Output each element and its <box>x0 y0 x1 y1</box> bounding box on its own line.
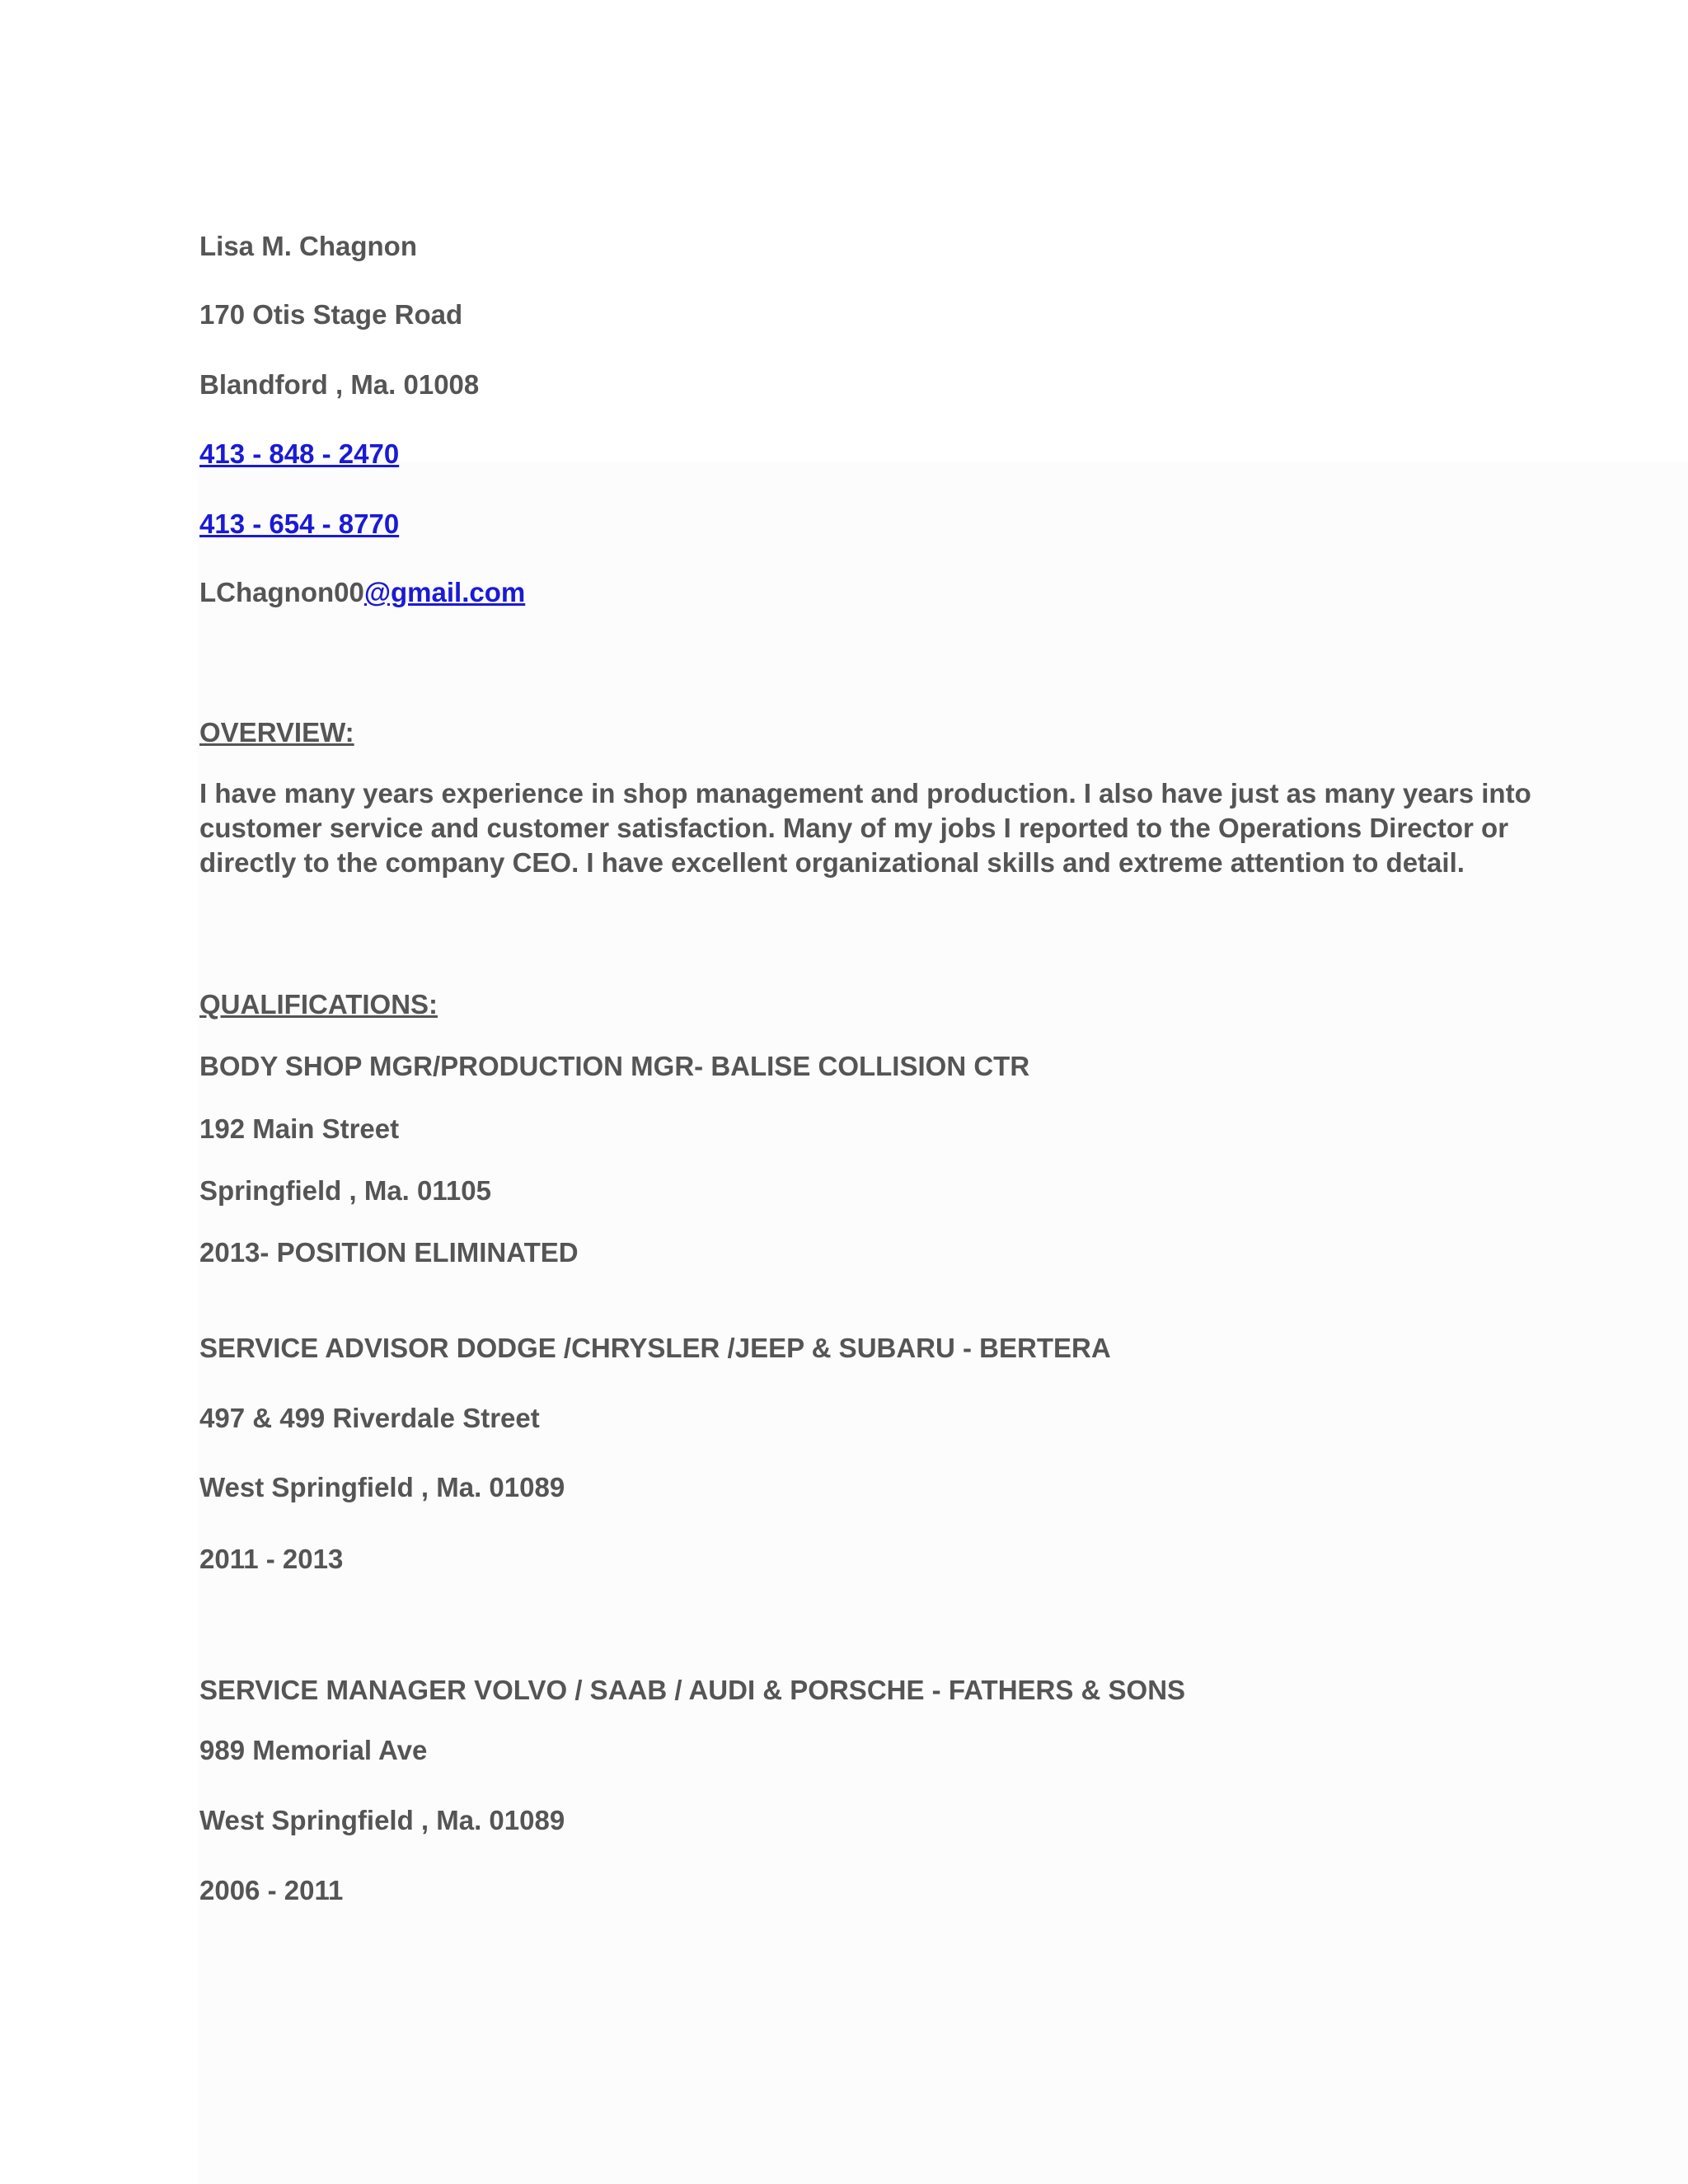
qualifications-heading: QUALIFICATIONS: <box>199 989 438 1019</box>
job-3-city: West Springfield , Ma. 01089 <box>199 1805 565 1835</box>
contact-address-line2: Blandford , Ma. 01008 <box>199 369 480 400</box>
overview-text: I have many years experience in shop management and production. I also have just as many years into customer service and customer satisfaction. Many of my jobs I reported to the Operations Director or directly to the company CEO. I have excellent organizational skills and extreme attention to detail. <box>199 778 1531 878</box>
email-link[interactable]: @gmail.com <box>363 577 526 607</box>
contact-name: Lisa M. Chagnon <box>199 231 417 261</box>
overview-heading: OVERVIEW: <box>199 717 354 748</box>
job-1-title: BODY SHOP MGR/PRODUCTION MGR- BALISE COLLISION CTR <box>199 1051 1030 1081</box>
job-1-city: Springfield , Ma. 01105 <box>199 1175 491 1206</box>
job-1-street: 192 Main Street <box>199 1113 400 1144</box>
job-2-title: SERVICE ADVISOR DODGE /CHRYSLER /JEEP & SUBARU - BERTERA <box>199 1333 1111 1363</box>
phone-link-1[interactable]: 413 - 848 - 2470 <box>199 438 400 469</box>
contact-address-line1: 170 Otis Stage Road <box>199 299 463 330</box>
job-1-dates: 2013- POSITION ELIMINATED <box>199 1237 579 1268</box>
contact-email <box>199 576 525 609</box>
job-3-street: 989 Memorial Ave <box>199 1735 428 1765</box>
email-user: LChagnon00 <box>199 577 364 607</box>
job-3-title: SERVICE MANAGER VOLVO / SAAB / AUDI & PORSCHE - FATHERS & SONS <box>199 1675 1186 1705</box>
job-2-city: West Springfield , Ma. 01089 <box>199 1472 565 1502</box>
job-2-dates: 2011 - 2013 <box>199 1544 344 1574</box>
phone-link-2[interactable]: 413 - 654 - 8770 <box>199 509 400 539</box>
job-2-street: 497 & 499 Riverdale Street <box>199 1403 540 1433</box>
job-3-dates: 2006 - 2011 <box>199 1875 344 1905</box>
page-shading <box>198 462 1688 2184</box>
